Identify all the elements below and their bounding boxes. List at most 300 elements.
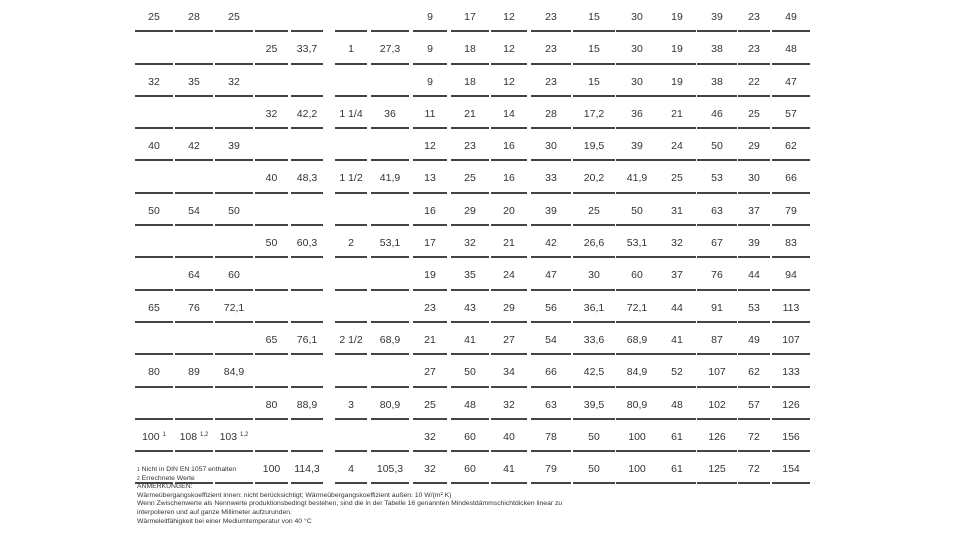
table-cell xyxy=(531,0,571,32)
table-cell xyxy=(451,291,489,323)
table-cell xyxy=(335,388,367,420)
table-cell xyxy=(451,0,489,32)
table-cell xyxy=(491,194,527,226)
cell-value xyxy=(772,269,810,282)
cell-text: 23 xyxy=(545,75,557,88)
cell-text: 18 xyxy=(464,75,476,88)
cell-value xyxy=(658,237,696,250)
table-cell xyxy=(697,452,737,484)
cell-value xyxy=(738,140,770,153)
table-cell xyxy=(215,226,253,258)
cell-text: 9 xyxy=(427,43,433,56)
cell-value xyxy=(335,43,367,56)
table-cell xyxy=(531,97,571,129)
cell-text: 84,9 xyxy=(626,366,648,379)
cell-text: 42,5 xyxy=(583,366,605,379)
cell-text: 32 xyxy=(671,237,683,250)
table-cell xyxy=(135,129,173,161)
table-cell xyxy=(371,323,409,355)
cell-text: 83 xyxy=(785,237,797,250)
cell-value xyxy=(335,108,367,121)
table-cell xyxy=(658,420,696,452)
cell-value xyxy=(135,205,173,218)
table-cell xyxy=(658,388,696,420)
cell-value xyxy=(697,463,737,476)
cell-text: 60 xyxy=(228,269,240,282)
cell-value xyxy=(531,269,571,282)
table-cell xyxy=(335,323,367,355)
cell-value xyxy=(491,334,527,347)
table-cell xyxy=(531,323,571,355)
cell-value xyxy=(255,43,288,56)
table-cell xyxy=(135,291,173,323)
cell-text: 12 xyxy=(503,11,515,23)
table-cell xyxy=(772,452,810,484)
cell-value xyxy=(255,334,288,347)
table-cell xyxy=(413,420,447,452)
cell-text: 105,3 xyxy=(376,463,404,476)
table-cell xyxy=(371,291,409,323)
cell-text: 49 xyxy=(748,333,760,346)
table-cell xyxy=(772,258,810,290)
cell-text: 48 xyxy=(785,43,797,56)
table-cell xyxy=(573,194,615,226)
cell-value xyxy=(697,76,737,89)
cell-value xyxy=(451,140,489,153)
table-cell xyxy=(531,129,571,161)
table-cell xyxy=(335,355,367,387)
table-cell xyxy=(291,194,323,226)
cell-value xyxy=(616,431,658,444)
cell-text: 126 xyxy=(708,430,726,443)
table-cell xyxy=(371,97,409,129)
cell-text: 36,1 xyxy=(583,301,605,314)
table-cell xyxy=(772,388,810,420)
cell-value xyxy=(291,43,323,56)
cell-text: 50 xyxy=(148,204,160,217)
table-cell xyxy=(135,420,173,452)
cell-text: 21 xyxy=(424,333,436,346)
table-cell xyxy=(772,0,810,32)
cell-text: 41,9 xyxy=(626,172,648,185)
cell-text: 30 xyxy=(748,172,760,185)
cell-text: 25 xyxy=(148,11,160,23)
footnote-1 xyxy=(137,466,697,475)
cell-value xyxy=(772,237,810,250)
cell-text: 3 xyxy=(348,398,354,411)
table-cell xyxy=(413,129,447,161)
cell-text: 39 xyxy=(545,204,557,217)
table-cell xyxy=(491,32,527,64)
cell-text: 15 xyxy=(588,43,600,56)
cell-text: 32 xyxy=(424,430,436,443)
cell-text: 15 xyxy=(588,75,600,88)
table-cell xyxy=(738,355,770,387)
cell-value xyxy=(135,11,173,24)
note-line-4: Wärmeleitfähigkeit bei einer Mediumtemperatur von 40 °C xyxy=(137,517,312,525)
table-cell xyxy=(573,129,615,161)
table-cell xyxy=(135,97,173,129)
cell-value xyxy=(413,140,447,153)
cell-value xyxy=(531,43,571,56)
table-cell xyxy=(738,194,770,226)
cell-text: 38 xyxy=(711,75,723,88)
cell-text: 61 xyxy=(671,430,683,443)
cell-value xyxy=(658,76,696,89)
cell-text: 94 xyxy=(785,269,797,282)
cell-text: 25 xyxy=(228,11,240,23)
cell-value xyxy=(616,399,658,412)
table-cell xyxy=(175,388,213,420)
cell-value xyxy=(491,108,527,121)
cell-value xyxy=(658,172,696,185)
table-cell xyxy=(413,226,447,258)
cell-value xyxy=(616,334,658,347)
table-cell xyxy=(451,420,489,452)
cell-text: 21 xyxy=(464,107,476,120)
cell-text: 40 xyxy=(148,140,160,153)
cell-value xyxy=(175,140,213,153)
table-cell xyxy=(371,194,409,226)
table-cell xyxy=(616,226,658,258)
cell-text: 41 xyxy=(671,333,683,346)
cell-text: 23 xyxy=(748,11,760,23)
cell-text: 37 xyxy=(671,269,683,282)
cell-text: 108 xyxy=(179,430,198,443)
table-cell xyxy=(491,226,527,258)
table-cell xyxy=(658,97,696,129)
cell-text: 15 xyxy=(588,11,600,23)
table-cell xyxy=(335,65,367,97)
table-cell xyxy=(371,355,409,387)
cell-value xyxy=(451,366,489,379)
cell-value xyxy=(413,11,447,24)
cell-text: 65 xyxy=(265,333,278,346)
cell-text: 23 xyxy=(748,43,760,56)
cell-text: 19 xyxy=(671,43,683,56)
table-cell xyxy=(616,323,658,355)
table-cell xyxy=(697,32,737,64)
table-cell xyxy=(738,420,770,452)
cell-text: 50 xyxy=(464,366,476,379)
cell-text: 60 xyxy=(464,463,476,476)
cell-text: 44 xyxy=(748,269,760,282)
table-cell xyxy=(531,258,571,290)
cell-text: 40 xyxy=(265,172,278,185)
cell-value xyxy=(697,108,737,121)
table-cell xyxy=(291,32,323,64)
table-cell xyxy=(175,291,213,323)
table-cell xyxy=(413,258,447,290)
table-cell xyxy=(491,65,527,97)
cell-text: 30 xyxy=(588,269,600,282)
cell-text: 80,9 xyxy=(626,398,648,411)
cell-text: 2 xyxy=(348,237,354,250)
cell-text: 114,3 xyxy=(294,463,320,476)
table-cell xyxy=(255,420,288,452)
cell-text: 56 xyxy=(545,301,557,314)
table-cell xyxy=(738,32,770,64)
cell-text: 9 xyxy=(427,75,433,88)
cell-value xyxy=(371,237,409,250)
cell-value xyxy=(658,431,696,444)
footnote-2 xyxy=(137,475,697,484)
cell-value xyxy=(573,11,615,24)
table-cell xyxy=(291,388,323,420)
cell-text: 43 xyxy=(464,301,476,314)
cell-value xyxy=(451,431,489,444)
cell-text: 28 xyxy=(188,11,200,23)
table-cell xyxy=(697,291,737,323)
table-cell xyxy=(135,194,173,226)
cell-value xyxy=(413,76,447,89)
cell-text: 39 xyxy=(748,237,760,250)
cell-value xyxy=(291,334,323,347)
table-cell xyxy=(738,323,770,355)
table-cell xyxy=(255,291,288,323)
table-cell xyxy=(371,65,409,97)
table-cell xyxy=(772,32,810,64)
table-cell xyxy=(658,65,696,97)
cell-text: 72,1 xyxy=(626,301,648,314)
cell-text: 53,1 xyxy=(626,237,648,250)
cell-text: 48,3 xyxy=(296,172,318,185)
cell-text: 23 xyxy=(464,140,476,153)
table-cell xyxy=(573,226,615,258)
cell-value xyxy=(697,11,737,24)
cell-text: 102 xyxy=(708,398,726,411)
table-cell xyxy=(616,65,658,97)
cell-text: 12 xyxy=(503,75,515,88)
cell-value xyxy=(491,366,527,379)
cell-value xyxy=(772,43,810,56)
cell-text: 13 xyxy=(424,172,436,185)
cell-value xyxy=(697,334,737,347)
footnote-2-mark: 2 xyxy=(137,475,140,482)
cell-text: 133 xyxy=(782,366,800,379)
table-cell xyxy=(616,420,658,452)
table-cell xyxy=(255,258,288,290)
cell-text: 47 xyxy=(785,75,797,88)
cell-text: 16 xyxy=(503,140,515,153)
table-cell xyxy=(697,355,737,387)
cell-text: 60 xyxy=(631,269,643,282)
table-cell xyxy=(738,258,770,290)
cell-value xyxy=(215,205,253,218)
cell-text: 12 xyxy=(503,43,515,56)
table-cell xyxy=(255,355,288,387)
cell-text: 1 xyxy=(348,43,354,56)
cell-text: 76,1 xyxy=(296,333,318,346)
table-cell xyxy=(335,258,367,290)
cell-value xyxy=(215,431,253,444)
cell-value xyxy=(491,140,527,153)
table-cell xyxy=(371,226,409,258)
table-cell xyxy=(255,0,288,32)
table-cell xyxy=(658,258,696,290)
cell-text: 42,2 xyxy=(296,107,318,120)
table-cell xyxy=(451,355,489,387)
cell-text: 54 xyxy=(188,204,200,217)
table-cell xyxy=(413,65,447,97)
cell-value xyxy=(531,399,571,412)
table-cell xyxy=(697,258,737,290)
table-cell xyxy=(531,161,571,193)
cell-value xyxy=(531,334,571,347)
cell-text: 62 xyxy=(748,366,760,379)
cell-text: 23 xyxy=(545,43,557,56)
table-cell xyxy=(451,97,489,129)
cell-text: 100 xyxy=(262,463,281,476)
cell-value xyxy=(335,172,367,185)
cell-text: 107 xyxy=(782,333,800,346)
notes-heading: ANMERKUNGEN: xyxy=(137,483,193,491)
cell-text: 126 xyxy=(782,398,800,411)
cell-value xyxy=(573,108,615,121)
table-cell xyxy=(616,97,658,129)
cell-value xyxy=(413,431,447,444)
cell-value xyxy=(772,205,810,218)
note-line-3: interpolieren und auf ganze Millimeter aufzurunden. xyxy=(137,508,292,516)
table-cell xyxy=(291,323,323,355)
cell-value xyxy=(491,11,527,24)
table-cell xyxy=(371,0,409,32)
cell-text: 89 xyxy=(188,366,200,379)
table-cell xyxy=(215,129,253,161)
cell-text: 16 xyxy=(503,172,515,185)
table-cell xyxy=(413,291,447,323)
cell-value xyxy=(531,205,571,218)
cell-value xyxy=(175,205,213,218)
note-line-1: Wärmeübergangskoeffizient innen: nicht berücksichtigt; Wärmeübergangskoeffizient außen: 10 W/(m² K) xyxy=(137,491,452,499)
cell-text: 57 xyxy=(748,398,760,411)
cell-text: 80,9 xyxy=(379,398,401,411)
table-cell xyxy=(291,355,323,387)
cell-value xyxy=(135,431,173,444)
cell-text: 50 xyxy=(588,430,600,443)
cell-text: 27,3 xyxy=(379,43,401,56)
table-cell xyxy=(451,226,489,258)
cell-value xyxy=(772,463,810,476)
cell-value xyxy=(215,76,253,89)
table-cell xyxy=(175,420,213,452)
table-cell xyxy=(531,226,571,258)
cell-text: 21 xyxy=(671,107,683,120)
cell-text: 38 xyxy=(711,43,723,56)
table-cell xyxy=(658,0,696,32)
cell-value xyxy=(772,302,810,315)
table-cell xyxy=(451,323,489,355)
table-cell xyxy=(371,32,409,64)
cell-text: 53 xyxy=(748,301,760,314)
cell-value xyxy=(491,76,527,89)
table-cell xyxy=(255,129,288,161)
table-cell xyxy=(531,194,571,226)
cell-text: 107 xyxy=(708,366,726,379)
cell-value xyxy=(413,269,447,282)
cell-text: 50 xyxy=(588,463,600,476)
table-cell xyxy=(573,420,615,452)
cell-value xyxy=(335,334,367,347)
table-cell xyxy=(291,226,323,258)
table-cell xyxy=(335,420,367,452)
table-cell xyxy=(658,194,696,226)
cell-value xyxy=(451,76,489,89)
table-cell xyxy=(697,388,737,420)
table-cell xyxy=(215,355,253,387)
cell-text: 25 xyxy=(464,172,476,185)
cell-text: 61 xyxy=(671,463,683,476)
cell-value xyxy=(772,76,810,89)
cell-value xyxy=(738,43,770,56)
table-cell xyxy=(255,323,288,355)
table-cell xyxy=(175,161,213,193)
cell-value xyxy=(658,302,696,315)
table-cell xyxy=(616,388,658,420)
cell-text: 63 xyxy=(545,398,557,411)
table-cell xyxy=(616,0,658,32)
cell-value xyxy=(135,302,173,315)
cell-value xyxy=(175,302,213,315)
cell-text: 54 xyxy=(545,333,557,346)
cell-text: 19 xyxy=(671,11,683,23)
cell-value xyxy=(697,302,737,315)
cell-value xyxy=(451,399,489,412)
table-cell xyxy=(738,291,770,323)
table-cell xyxy=(573,161,615,193)
cell-text: 66 xyxy=(545,366,557,379)
cell-text: 11 xyxy=(424,107,436,120)
table-cell xyxy=(335,291,367,323)
table-cell xyxy=(616,194,658,226)
cell-text: 32 xyxy=(503,398,515,411)
cell-text: 87 xyxy=(711,333,723,346)
cell-value xyxy=(491,43,527,56)
cell-value xyxy=(616,172,658,185)
table-cell xyxy=(215,420,253,452)
cell-value xyxy=(371,334,409,347)
table-cell xyxy=(573,291,615,323)
table-cell xyxy=(772,226,810,258)
cell-value xyxy=(291,237,323,250)
cell-value xyxy=(413,302,447,315)
table-cell xyxy=(291,65,323,97)
cell-value xyxy=(738,237,770,250)
cell-value xyxy=(616,366,658,379)
cell-value xyxy=(413,399,447,412)
table-cell xyxy=(738,452,770,484)
cell-text: 100 xyxy=(628,430,646,443)
table-cell xyxy=(573,388,615,420)
cell-value xyxy=(175,431,213,444)
cell-text: 80 xyxy=(265,398,278,411)
cell-text: 19 xyxy=(424,269,436,282)
table-cell xyxy=(738,97,770,129)
table-cell xyxy=(291,420,323,452)
cell-text: 30 xyxy=(545,140,557,153)
cell-value xyxy=(413,205,447,218)
table-cell xyxy=(135,388,173,420)
cell-value xyxy=(738,108,770,121)
cell-text: 78 xyxy=(545,430,557,443)
table-cell xyxy=(738,161,770,193)
cell-value xyxy=(413,108,447,121)
table-cell xyxy=(491,258,527,290)
cell-text: 24 xyxy=(503,269,515,282)
cell-value xyxy=(413,43,447,56)
table-cell xyxy=(291,129,323,161)
cell-text: 154 xyxy=(782,463,800,476)
